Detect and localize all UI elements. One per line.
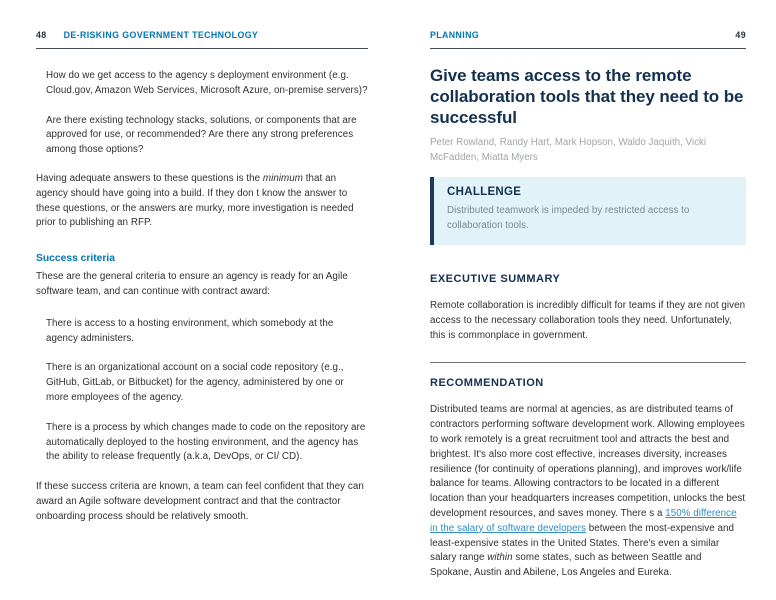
left-running-header	[36, 30, 368, 49]
left-page-number: 48	[36, 30, 47, 40]
recommendation-heading: RECOMMENDATION	[430, 377, 544, 390]
challenge-text: Distributed teamwork is impeded by restricted access to collaboration tools.	[447, 205, 690, 231]
section-divider	[430, 362, 746, 363]
recommendation-text	[430, 403, 746, 581]
recommendation-text-c: some states, such as between Seattle and Spokane, Austin and Abilene, Los Angeles and Eureka.	[430, 552, 702, 579]
recommendation-text-a: Distributed teams are normal at agencies, as are distributed teams of contractors performing software development work. Allowing employees to work remotely is a great recruitment tool and attracts the best and brightest. It's also more cost effective, increases diversity, increases resilience (for continuity of operations planning), and improves work/life balance for teams. Allowing contractors to be located in a different location than your headquarters increases competition, unlocks the best development resources, and saves money. There s a	[430, 404, 746, 519]
article-authors: Peter Rowland, Randy Hart, Mark Hopson, Waldo Jaquith, Vicki McFadden, Miatta Myers	[430, 137, 707, 163]
paragraph-minimum	[36, 172, 368, 231]
paragraph-minimum-a: Having adequate answers to these questions is the	[36, 172, 263, 184]
recommendation-text-b: between the most-expensive and least-expensive states in the United States. There's even a similar salary range	[430, 522, 734, 564]
paragraph-minimum-c: that an agency should have going into a build. If they don t know the answer to these questions, or the answers are murky, more investigation is needed prior to publishing an RFP.	[36, 172, 354, 229]
challenge-callout-box	[430, 177, 746, 245]
page-left	[36, 30, 368, 525]
right-running-title: PLANNING	[430, 30, 480, 40]
challenge-label: CHALLENGE	[447, 186, 522, 198]
criteria-intro-paragraph: These are the general criteria to ensure an agency is ready for an Agile software team, and can continue with contract award:	[36, 271, 348, 297]
success-criteria-heading: Success criteria	[36, 253, 115, 265]
criteria-item: There is a process by which changes made to code on the repository are automatically deployed to the hosting environment, and the agency has the ability to release frequently (a.k.a, DevOps, or CI/ CD).	[46, 421, 366, 463]
closing-paragraph: If these success criteria are known, a team can feel confident that they can award an Agile software development contract and that the contractor onboarding process should be relatively smooth.	[36, 481, 364, 522]
recommendation-italic-within: within	[487, 552, 513, 564]
executive-summary-heading: EXECUTIVE SUMMARY	[430, 273, 561, 285]
article-title: Give teams access to the remote collaboration tools that they need to be successful	[430, 66, 744, 127]
page-right	[430, 30, 746, 581]
paragraph-minimum-italic: minimum	[262, 172, 303, 184]
criteria-item: There is an organizational account on a social code repository (e.g., GitHub, GitLab, or Bitbucket) for the agency, administered by one or more employees of the agency.	[46, 362, 344, 403]
right-page-number: 49	[735, 30, 746, 40]
question-paragraph-1: How do we get access to the agency s deployment environment (e.g. Cloud.gov, Amazon Web Services, Microsoft Azure, on-premise servers)?	[46, 70, 368, 96]
right-running-header	[430, 30, 746, 49]
executive-summary-text: Remote collaboration is incredibly difficult for teams if they are not given access to the necessary collaboration tools they need. Unfortunately, this is commonplace in government.	[430, 300, 746, 341]
salary-difference-link[interactable]: 150% difference in the salary of software developers	[430, 507, 737, 534]
left-running-title: DE-RISKING GOVERNMENT TECHNOLOGY	[63, 30, 259, 40]
question-paragraph-2: Are there existing technology stacks, solutions, or components that are approved for use, or recommended? Are there any strong preferences among those options?	[46, 114, 357, 156]
criteria-item: There is access to a hosting environment, which somebody at the agency administers.	[46, 317, 334, 344]
